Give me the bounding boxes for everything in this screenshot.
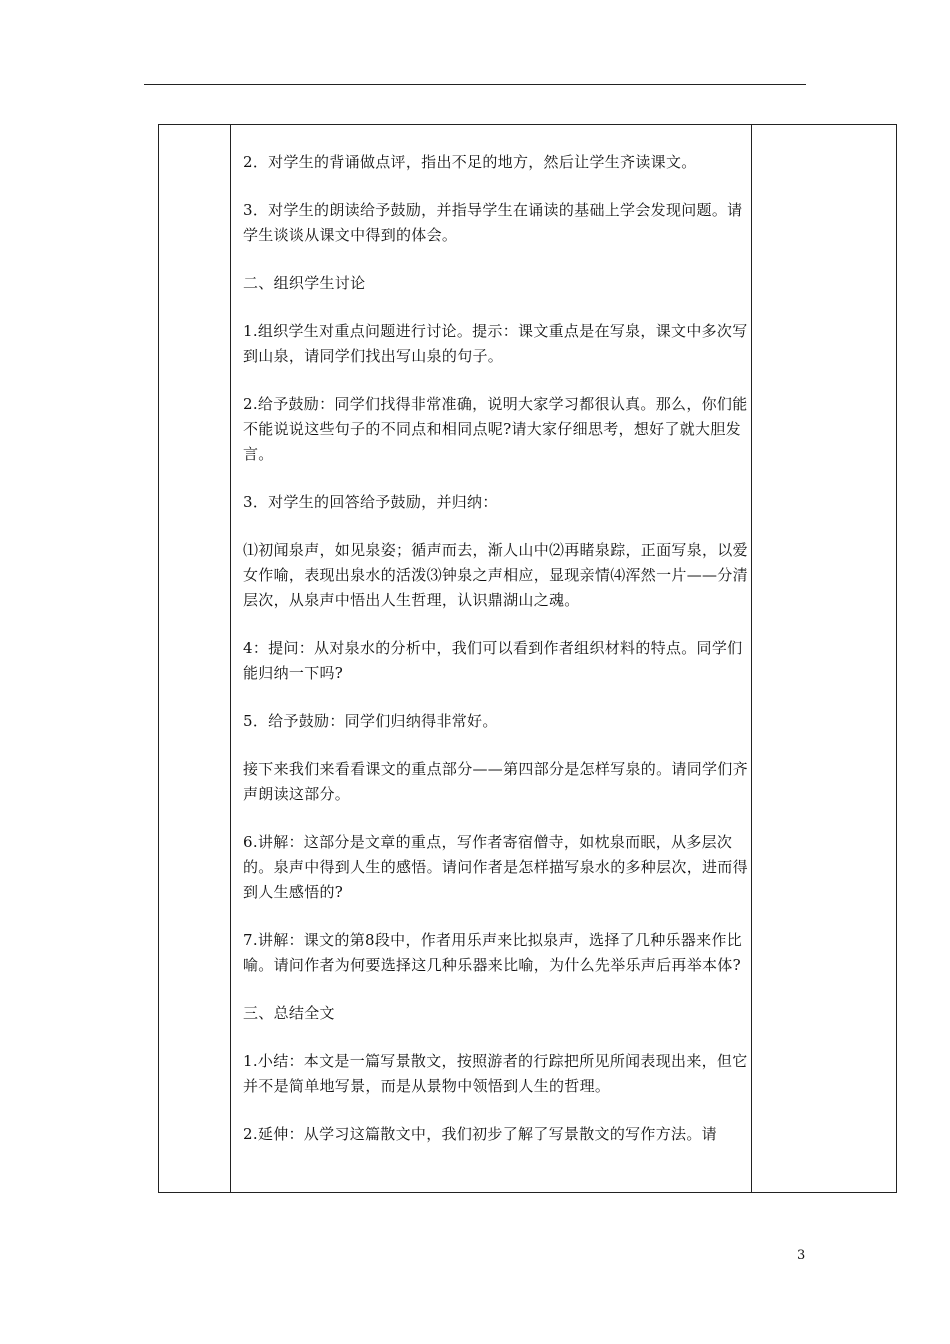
left-column <box>159 125 231 1192</box>
lesson-table <box>158 124 897 1193</box>
paragraph: 5．给予鼓励：同学们归纳得非常好。 <box>243 712 498 730</box>
paragraph: 2.给予鼓励：同学们找得非常准确，说明大家学习都很认真。那么，你们能不能说说这些句子的不同点和相同点呢?请大家仔细思考，想好了就大胆发言。 <box>243 395 748 463</box>
paragraph: 接下来我们来看看课文的重点部分——第四部分是怎样写泉的。请同学们齐声朗读这部分。 <box>243 760 748 803</box>
paragraph: 2．对学生的背诵做点评，指出不足的地方，然后让学生齐读课文。 <box>243 153 697 171</box>
section-heading: 三、总结全文 <box>243 1004 335 1022</box>
paragraph: 7.讲解：课文的第8段中，作者用乐声来比拟泉声，选择了几种乐器来作比喻。请问作者为何要选择这几种乐器来比喻，为什么先举乐声后再举本体? <box>243 931 743 974</box>
paragraph: 3．对学生的朗读给予鼓励，并指导学生在诵读的基础上学会发现问题。请学生谈谈从课文中得到的体会。 <box>243 201 743 244</box>
paragraph: 2.延伸：从学习这篇散文中，我们初步了解了写景散文的写作方法。请 <box>243 1125 717 1143</box>
right-column <box>751 125 896 1192</box>
page-number: 3 <box>797 1248 806 1263</box>
lesson-content <box>231 125 751 1147</box>
paragraph: 3．对学生的回答给予鼓励，并归纳： <box>243 493 498 511</box>
paragraph: 1.小结：本文是一篇写景散文，按照游者的行踪把所见所闻表现出来，但它并不是简单地写景，而是从景物中领悟到人生的哲理。 <box>243 1052 748 1095</box>
paragraph: 4：提问：从对泉水的分析中，我们可以看到作者组织材料的特点。同学们能归纳一下吗? <box>243 639 743 682</box>
paragraph: ⑴初闻泉声，如见泉姿；循声而去，渐人山中⑵再睹泉踪，正面写泉，以爱女作喻，表现出泉水的活泼⑶钟泉之声相应，显现亲情⑷浑然一片——分清层次，从泉声中悟出人生哲理，认识鼎湖山之魂。 <box>243 541 748 609</box>
paragraph: 6.讲解：这部分是文章的重点，写作者寄宿僧寺，如枕泉而眠，从多层次的。泉声中得到人生的感悟。请问作者是怎样描写泉水的多种层次，进而得到人生感悟的? <box>243 833 748 901</box>
content-column <box>231 125 753 1192</box>
paragraph: 1.组织学生对重点问题进行讨论。提示：课文重点是在写泉，课文中多次写到山泉，请同学们找出写山泉的句子。 <box>243 322 748 365</box>
header-rule <box>144 84 806 85</box>
section-heading: 二、组织学生讨论 <box>243 274 366 292</box>
